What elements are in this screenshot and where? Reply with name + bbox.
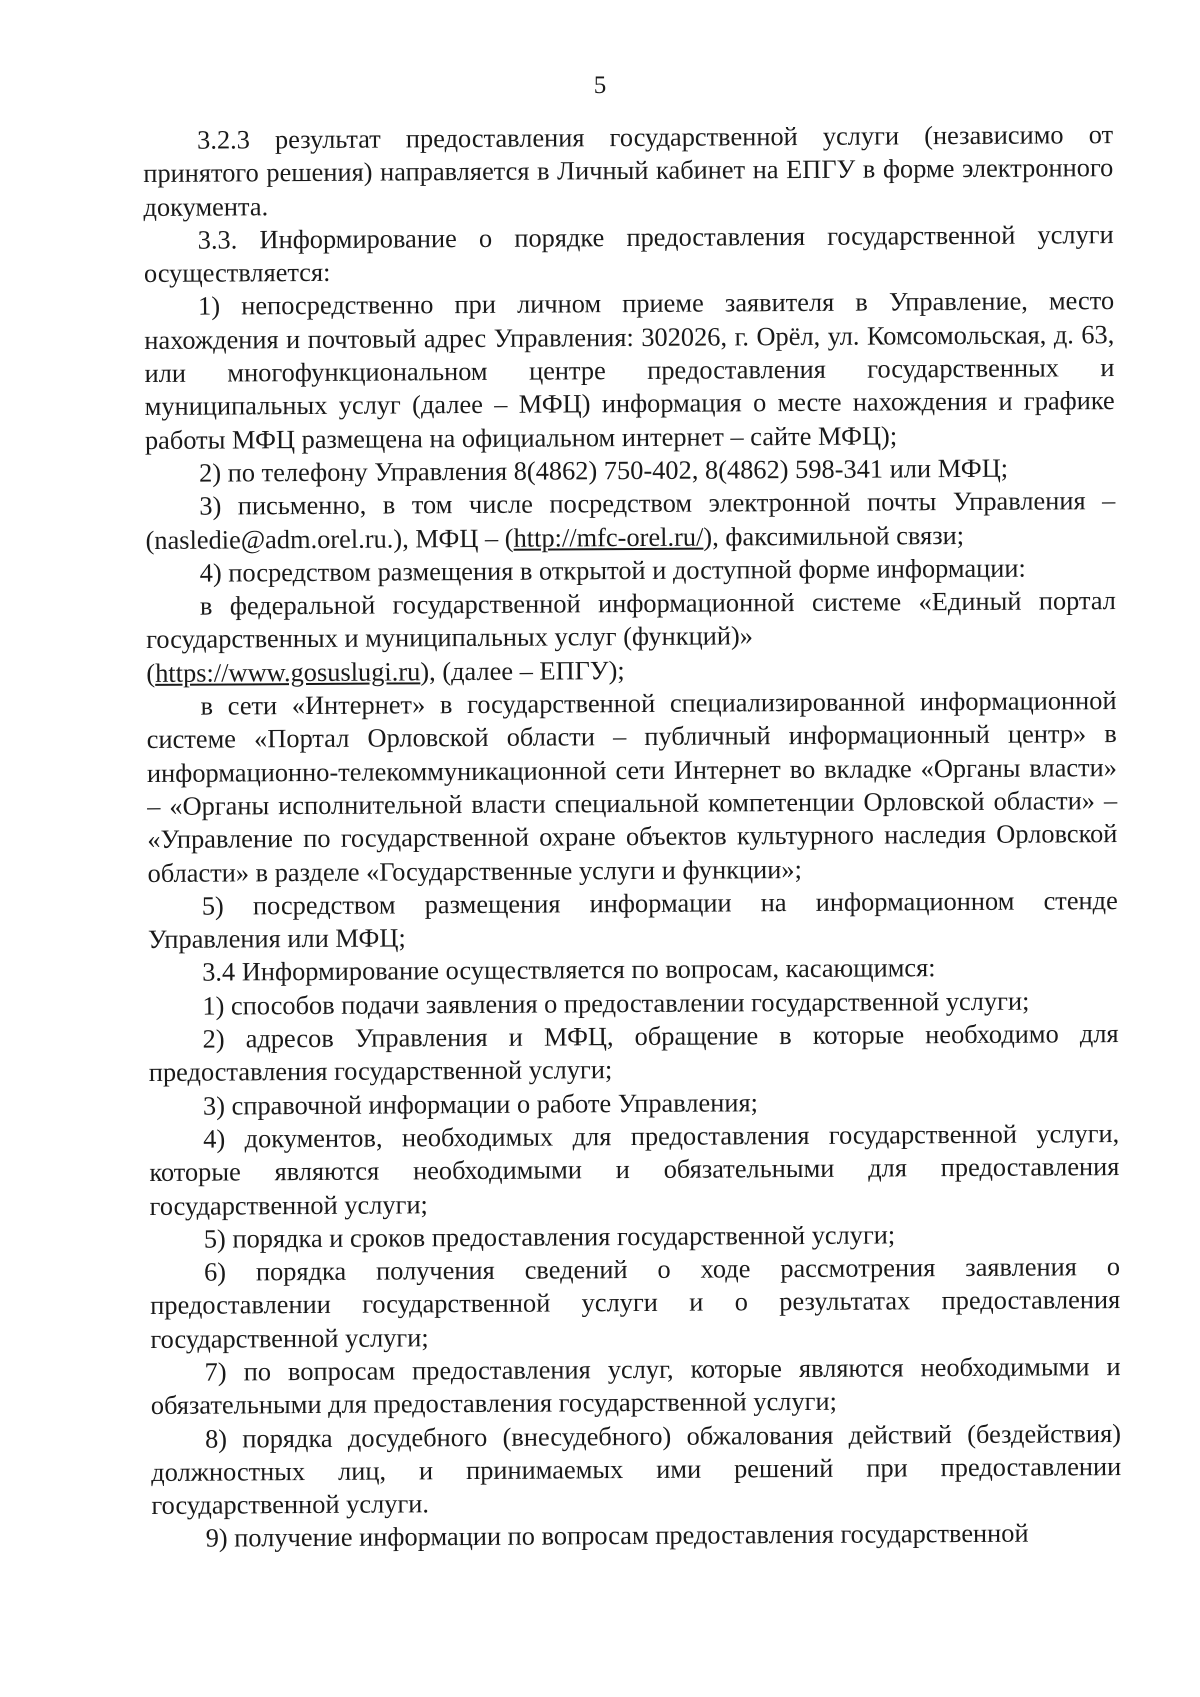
paragraph-3-3-item-1: 1) непосредственно при личном приеме заявителя в Управление, место нахождения и почтовый адрес Управления: 302026, г. Орёл, ул. Комсомольская, д. 63, или многофункциональном центре предоставления государственных и муниципальных услуг (далее – МФЦ) информация о месте нахождения и графике работы МФЦ размещена на официальном интернет – сайте МФЦ);: [144, 285, 1115, 455]
item-3-text-end: ), факсимильной связи;: [703, 519, 965, 552]
paragraph-3-3-item-3: [145, 484, 1115, 557]
paragraph-3-4-item-5: 5) порядка и сроков предоставления государственной услуги;: [203, 1219, 896, 1254]
mfc-link[interactable]: http://mfc-orel.ru/: [513, 521, 704, 553]
paragraph-3-4: 3.4 Информирование осуществляется по вопросам, касающимся:: [202, 952, 936, 988]
paragraph-3-4-item-8: 8) порядка досудебного (внесудебного) обжалования действий (бездействия) должностных лиц, и принимаемых ими решений при предоставлении государственной услуги.: [151, 1417, 1122, 1521]
epgu-url-close: ), (далее – ЕПГУ);: [420, 654, 625, 687]
paragraph-3-4-item-9: 9) получение информации по вопросам предоставления государственной: [205, 1518, 1029, 1554]
paragraph-3-4-item-1: 1) способов подачи заявления о предоставлении государственной услуги;: [202, 985, 1030, 1021]
gosuslugi-link[interactable]: https://www.gosuslugi.ru: [155, 656, 421, 688]
paragraph-3-4-item-3: 3) справочной информации о работе Управления;: [202, 1086, 758, 1121]
page-number: 5: [593, 72, 607, 99]
email-address: nasledie@adm.orel.ru.: [154, 523, 394, 555]
paragraph-portal: в сети «Интернет» в государственной специализированной информационной системе «Портал Орловской области – публичный информационный центр» в информационно-телекоммуникационной сети Интернет во вкладке «Органы власти» – «Органы исполнительной власти специальной компетенции Орловской области» – «Управление по государственной охране объектов культурного наследия Орловской области» в разделе «Государственные услуги и функции»;: [146, 685, 1118, 888]
paragraph-3-3-item-4: 4) посредством размещения в открытой и доступной форме информации:: [199, 552, 1026, 588]
paragraph-3-4-item-6: 6) порядка получения сведений о ходе рассмотрения заявления о предоставлении государственной услуги и о результатах предоставления государственной услуги;: [150, 1251, 1121, 1354]
paragraph-3-2-3: 3.2.3 результат предоставления государственной услуги (независимо от принятого решения) направляется в Личный кабинет на ЕПГУ в форме электронного документа.: [143, 119, 1114, 222]
paragraph-epgu: в федеральной государственной информационной системе «Единый портал государственных и муниципальных услуг (функций)»: [146, 585, 1117, 655]
paragraph-3-3-item-5: 5) посредством размещения информации на информационном стенде Управления или МФЦ;: [147, 884, 1118, 955]
epgu-url-open: (: [146, 657, 156, 688]
document-body: [143, 118, 1122, 1556]
item-3-text-start: 3) письменно, в том числе посредством электронной почты Управления – (: [145, 485, 1116, 555]
paragraph-3-3-item-2: 2) по телефону Управления 8(4862) 750-402, 8(4862) 598-341 или МФЦ;: [199, 452, 1009, 488]
paragraph-3-4-item-4: 4) документов, необходимых для предоставления государственной услуги, которые являются необходимыми и обязательными для предоставления государственной услуги;: [149, 1117, 1120, 1221]
paragraph-3-4-item-2: 2) адресов Управления и МФЦ, обращение в которые необходимо для предоставления государственной услуги;: [148, 1018, 1119, 1088]
paragraph-3-3: 3.3. Информирование о порядке предоставления государственной услуги осуществляется:: [143, 218, 1114, 289]
item-3-text-middle: ), МФЦ – (: [393, 522, 514, 554]
paragraph-3-4-item-7: 7) по вопросам предоставления услуг, которые являются необходимыми и обязательными для предоставления государственной услуги;: [150, 1351, 1121, 1421]
